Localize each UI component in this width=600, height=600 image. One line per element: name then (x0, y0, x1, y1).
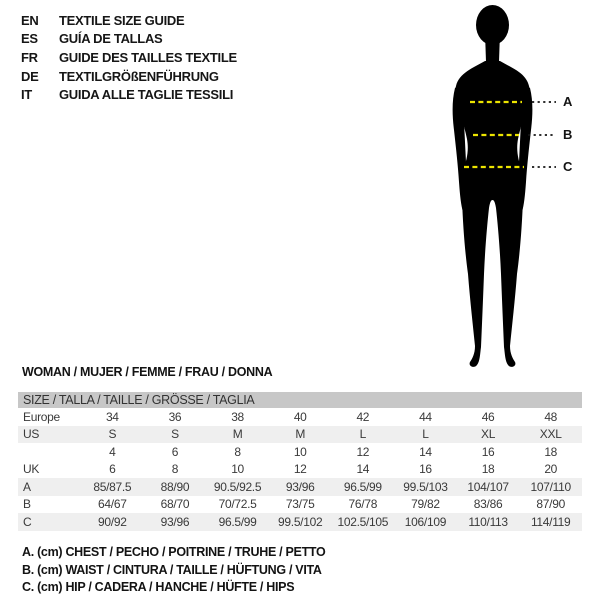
language-row (21, 30, 237, 49)
figure-area (440, 2, 595, 384)
table-cell: 106/109 (404, 514, 447, 529)
language-row (21, 67, 237, 86)
table-cell: 42 (356, 409, 370, 424)
language-title: GUIDA ALLE TAGLIE TESSILI (59, 87, 234, 103)
table-cell: 88/90 (160, 479, 190, 494)
row-label: C (23, 514, 32, 529)
table-cell: 4 (109, 444, 116, 459)
table-cell: M (295, 427, 306, 442)
table-cell: 90/92 (98, 514, 127, 529)
table-cell: 14 (419, 444, 432, 459)
language-row (21, 48, 237, 67)
table-body (18, 408, 582, 531)
table-cell: 36 (168, 409, 182, 424)
measure-label-a: A (563, 94, 573, 109)
table-cell: 8 (171, 462, 179, 477)
table-cell: 40 (293, 409, 307, 424)
legend-item: B. (cm) WAIST / CINTURA / TAILLE / HÜFTUNG / VITA (22, 562, 322, 577)
table-cell: 93/96 (160, 514, 190, 529)
table-cell: 107/110 (530, 479, 571, 494)
row-label: US (23, 427, 40, 442)
table-cell: 18 (544, 444, 558, 459)
table-cell: 114/119 (530, 514, 571, 529)
table-cell: 44 (419, 409, 432, 424)
table-cell: 99.5/102 (278, 514, 323, 529)
table-cell: 79/82 (411, 497, 440, 512)
language-code: EN (21, 12, 39, 28)
language-title: TEXTILGRÖßENFÜHRUNG (59, 68, 219, 84)
table-row (18, 426, 582, 444)
table-cell: 93/96 (285, 479, 315, 494)
row-label: Europe (23, 409, 60, 424)
table-cell: 10 (231, 462, 244, 477)
table-cell: 96.5/99 (218, 514, 257, 529)
table-cell: 68/70 (160, 497, 190, 512)
language-code: ES (21, 31, 38, 47)
table-cell: 38 (231, 409, 244, 424)
table-cell: 83/86 (473, 497, 503, 512)
table-cell: 64/67 (98, 497, 127, 512)
table-row (18, 478, 582, 496)
language-code: DE (21, 68, 39, 84)
table-cell: 73/75 (285, 497, 315, 512)
size-table (18, 392, 582, 531)
language-title: GUIDE DES TAILLES TEXTILE (59, 49, 237, 65)
language-row (21, 85, 237, 104)
silhouette-neck (485, 32, 500, 62)
table-cell: 99.5/103 (403, 479, 448, 494)
table-cell: 12 (356, 444, 370, 459)
language-title-block (21, 11, 237, 104)
table-cell: 14 (356, 462, 370, 477)
table-cell: 48 (544, 409, 558, 424)
table-cell: XXL (539, 427, 562, 442)
table-cell: 34 (105, 409, 119, 424)
woman-silhouette (440, 2, 595, 384)
table-cell: XL (481, 427, 496, 442)
table-cell: 6 (109, 462, 116, 477)
table-cell: 16 (419, 462, 432, 477)
legend-item: A. (cm) CHEST / PECHO / POITRINE / TRUHE / PETTO (22, 545, 326, 559)
table-cell: 76/78 (348, 497, 378, 512)
row-label: B (23, 497, 31, 512)
table-cell: 96.5/99 (343, 479, 382, 494)
table-cell: L (359, 427, 366, 442)
table-cell: 18 (481, 462, 495, 477)
measure-label-c: C (563, 159, 573, 174)
table-cell: 16 (481, 444, 495, 459)
table-row (18, 461, 582, 479)
table-cell: L (422, 427, 429, 442)
legend-item: C. (cm) HIP / CADERA / HANCHE / HÜFTE / HIPS (22, 580, 295, 594)
table-cell: 8 (234, 444, 241, 459)
table-cell: M (232, 427, 243, 442)
table-cell: 70/72.5 (218, 497, 257, 512)
row-label: UK (23, 462, 40, 477)
table-header: SIZE / TALLA / TAILLE / GRÖSSE / TAGLIA (18, 392, 582, 408)
language-code: IT (21, 87, 32, 103)
table-cell: 10 (293, 444, 307, 459)
table-cell: 87/90 (536, 497, 565, 512)
measure-label-b: B (563, 127, 573, 142)
table-cell: 46 (481, 409, 495, 424)
table-row (18, 443, 582, 461)
row-label: A (23, 479, 31, 494)
table-cell: 12 (293, 462, 307, 477)
measurement-legend (22, 544, 325, 597)
language-row (21, 11, 237, 30)
table-row (18, 513, 582, 531)
language-title: GUÍA DE TALLAS (59, 31, 163, 47)
table-cell: S (171, 427, 179, 442)
table-cell: S (108, 427, 117, 442)
language-code: FR (21, 49, 38, 65)
table-row (18, 408, 582, 426)
table-cell: 104/107 (467, 479, 509, 494)
table-cell: 20 (544, 462, 558, 477)
section-title: WOMAN / MUJER / FEMME / FRAU / DONNA (22, 365, 273, 379)
table-cell: 102.5/105 (337, 514, 389, 529)
table-row (18, 496, 582, 514)
table-cell: 110/113 (468, 514, 508, 529)
table-cell: 6 (171, 444, 179, 459)
table-cell: 85/87.5 (93, 479, 132, 494)
table-cell: 90.5/92.5 (213, 479, 262, 494)
language-title: TEXTILE SIZE GUIDE (59, 12, 185, 28)
